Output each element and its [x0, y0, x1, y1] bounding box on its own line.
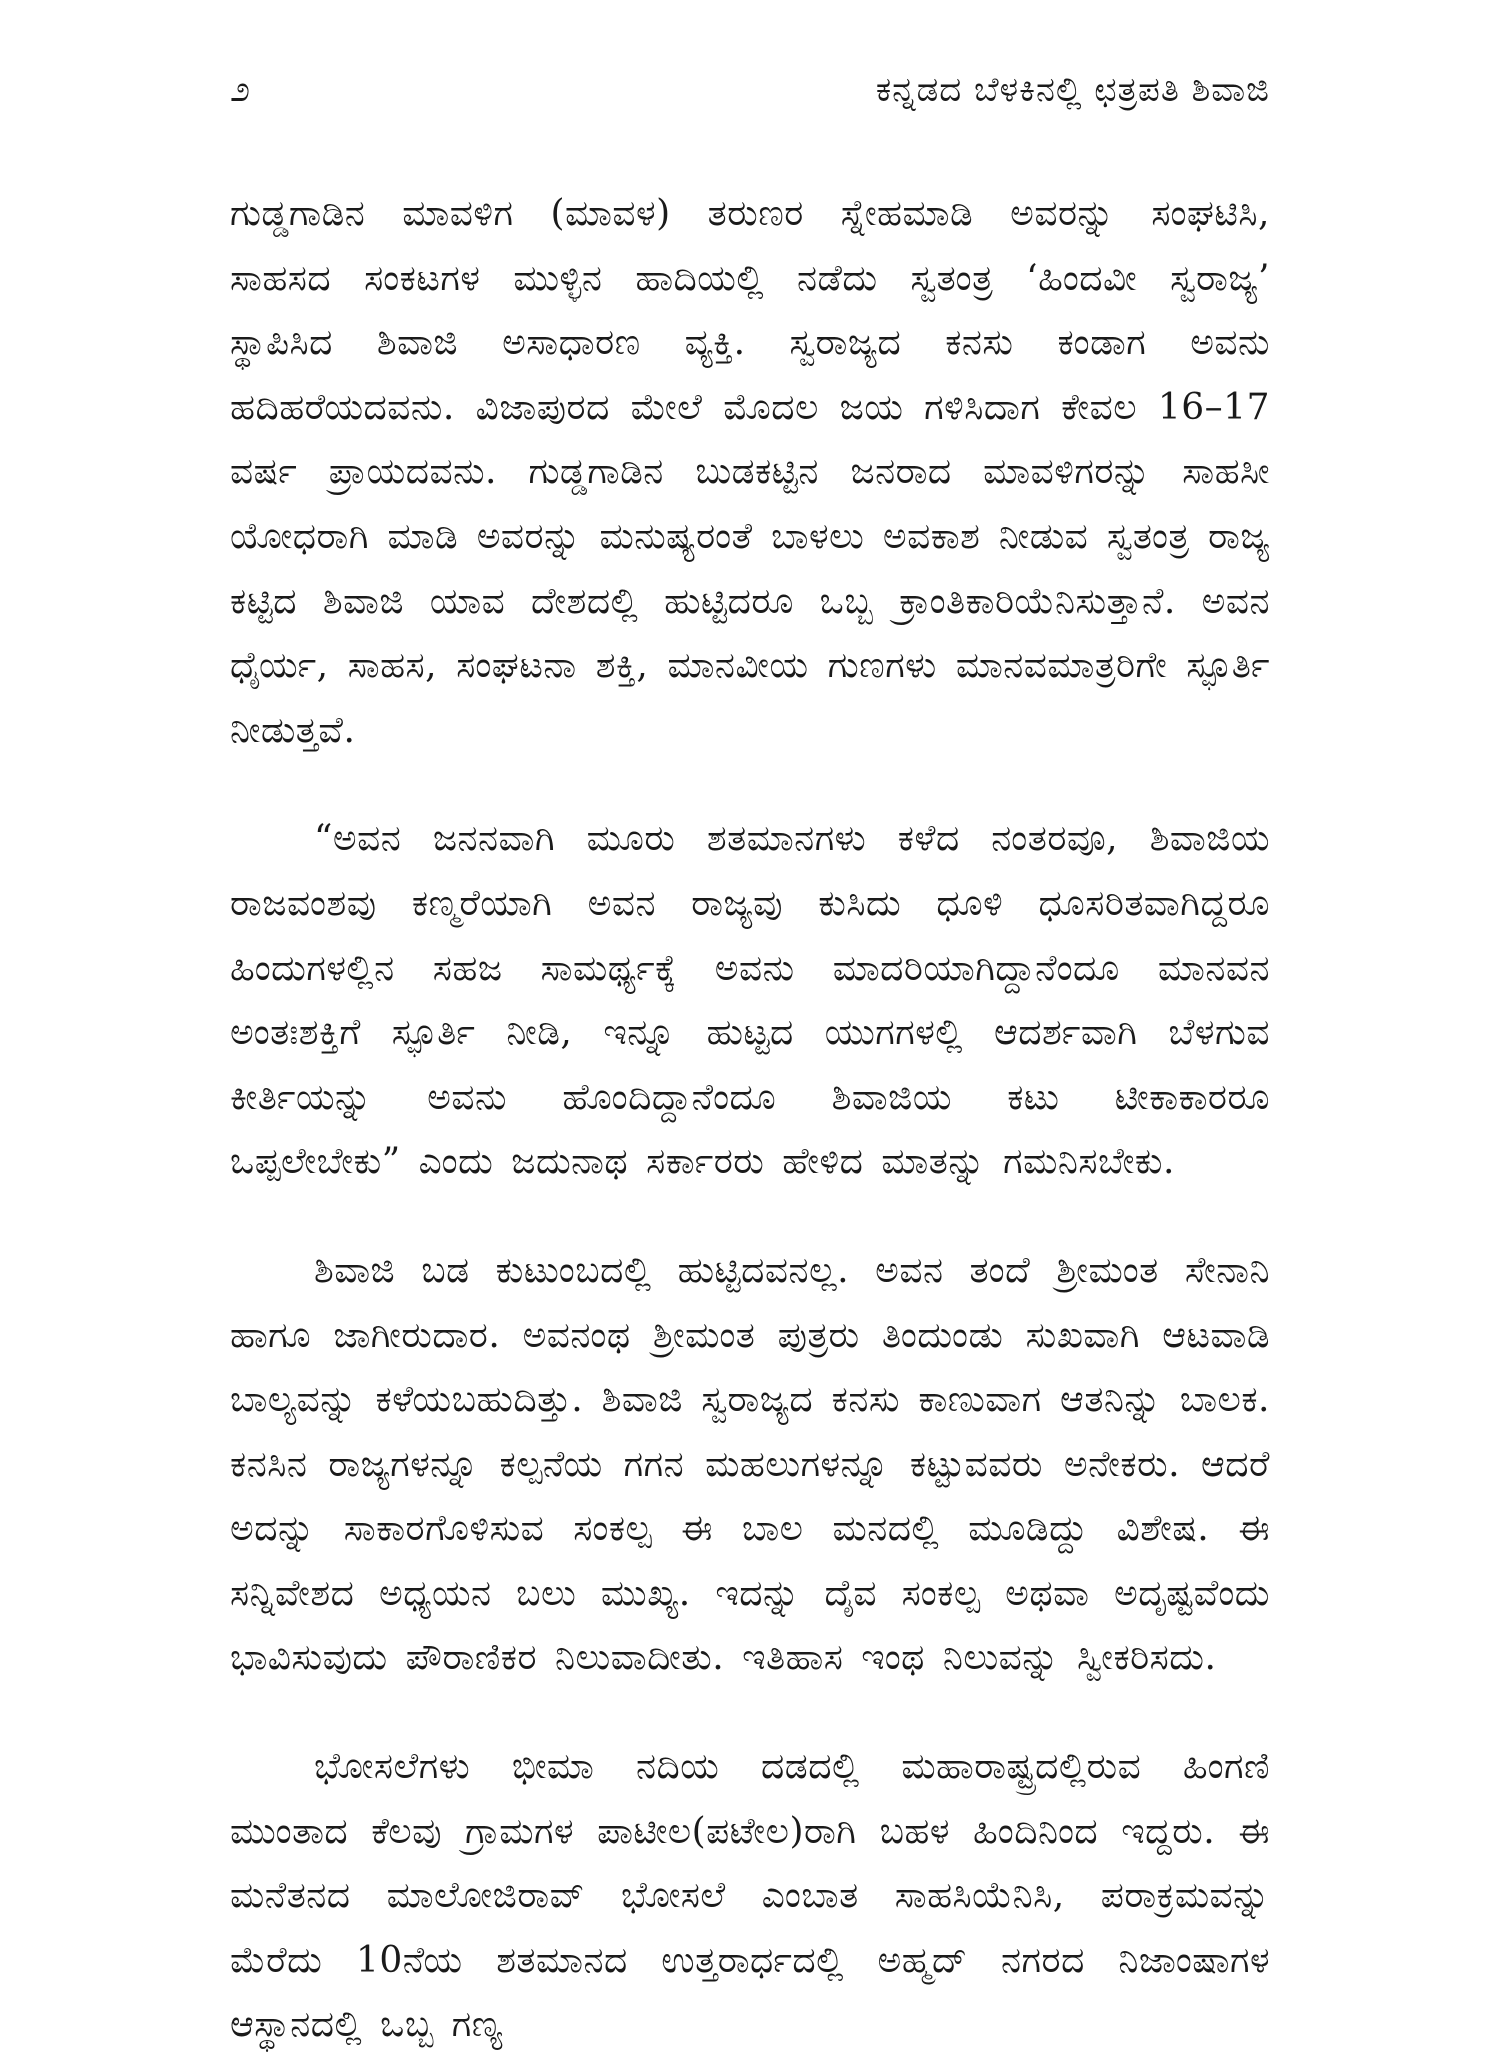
page-body	[230, 182, 1270, 2058]
paragraph: “ಅವನ ಜನನವಾಗಿ ಮೂರು ಶತಮಾನಗಳು ಕಳೆದ ನಂತರವೂ, ಶಿವಾಜಿಯ ರಾಜವಂಶವು ಕಣ್ಮರೆಯಾಗಿ ಅವನ ರಾಜ್ಯವು ಕುಸಿದು ಧೂಳಿ ಧೂಸರಿತವಾಗಿದ್ದರೂ ಹಿಂದುಗಳಲ್ಲಿನ ಸಹಜ ಸಾಮರ್ಥ್ಯಕ್ಕೆ ಅವನು ಮಾದರಿಯಾಗಿದ್ದಾನೆಂದೂ ಮಾನವನ ಅಂತಃಶಕ್ತಿಗೆ ಸ್ಫೂರ್ತಿ ನೀಡಿ, ಇನ್ನೂ ಹುಟ್ಟದ ಯುಗಗಳಲ್ಲಿ ಆದರ್ಶವಾಗಿ ಬೆಳಗುವ ಕೀರ್ತಿಯನ್ನು ಅವನು ಹೊಂದಿದ್ದಾನೆಂದೂ ಶಿವಾಜಿಯ ಕಟು ಟೀಕಾಕಾರರೂ ಒಪ್ಪಲೇಬೇಕು” ಎಂದು ಜದುನಾಥ ಸರ್ಕಾರರು ಹೇಳಿದ ಮಾತನ್ನು ಗಮನಿಸಬೇಕು.	[230, 818, 1270, 1183]
page-header	[230, 60, 1270, 120]
running-title: ಕನ್ನಡದ ಬೆಳಕಿನಲ್ಲಿ ಛತ್ರಪತಿ ಶಿವಾಜಿ	[875, 70, 1270, 110]
paragraph: ಗುಡ್ಡಗಾಡಿನ ಮಾವಳಿಗ (ಮಾವಳ) ತರುಣರ ಸ್ನೇಹಮಾಡಿ ಅವರನ್ನು ಸಂಘಟಿಸಿ, ಸಾಹಸದ ಸಂಕಟಗಳ ಮುಳ್ಳಿನ ಹಾದಿಯಲ್ಲಿ ನಡೆದು ಸ್ವತಂತ್ರ ‘ಹಿಂದವೀ ಸ್ವರಾಜ್ಯ’ ಸ್ಥಾಪಿಸಿದ ಶಿವಾಜಿ ಅಸಾಧಾರಣ ವ್ಯಕ್ತಿ. ಸ್ವರಾಜ್ಯದ ಕನಸು ಕಂಡಾಗ ಅವನು ಹದಿಹರೆಯದವನು. ವಿಜಾಪುರದ ಮೇಲೆ ಮೊದಲ ಜಯ ಗಳಿಸಿದಾಗ ಕೇವಲ 16–17 ವರ್ಷ ಪ್ರಾಯದವನು. ಗುಡ್ಡಗಾಡಿನ ಬುಡಕಟ್ಟಿನ ಜನರಾದ ಮಾವಳಿಗರನ್ನು ಸಾಹಸೀ ಯೋಧರಾಗಿ ಮಾಡಿ ಅವರನ್ನು ಮನುಷ್ಯರಂತೆ ಬಾಳಲು ಅವಕಾಶ ನೀಡುವ ಸ್ವತಂತ್ರ ರಾಜ್ಯ ಕಟ್ಟಿದ ಶಿವಾಜಿ ಯಾವ ದೇಶದಲ್ಲಿ ಹುಟ್ಟಿದರೂ ಒಬ್ಬ ಕ್ರಾಂತಿಕಾರಿಯೆನಿಸುತ್ತಾನೆ. ಅವನ ಧೈರ್ಯ, ಸಾಹಸ, ಸಂಘಟನಾ ಶಕ್ತಿ, ಮಾನವೀಯ ಗುಣಗಳು ಮಾನವಮಾತ್ರರಿಗೇ ಸ್ಫೂರ್ತಿ ನೀಡುತ್ತವೆ.	[230, 193, 1270, 751]
page-number: ೨	[230, 69, 251, 110]
book-page	[230, 60, 1270, 2046]
paragraph: ಭೋಸಲೆಗಳು ಭೀಮಾ ನದಿಯ ದಡದಲ್ಲಿ ಮಹಾರಾಷ್ಟ್ರದಲ್ಲಿರುವ ಹಿಂಗಣಿ ಮುಂತಾದ ಕೆಲವು ಗ್ರಾಮಗಳ ಪಾಟೀಲ(ಪಟೇಲ)ರಾಗಿ ಬಹಳ ಹಿಂದಿನಿಂದ ಇದ್ದರು. ಈ ಮನೆತನದ ಮಾಲೋಜಿರಾವ್ ಭೋಸಲೆ ಎಂಬಾತ ಸಾಹಸಿಯೆನಿಸಿ, ಪರಾಕ್ರಮವನ್ನು ಮೆರೆದು 10ನೆಯ ಶತಮಾನದ ಉತ್ತರಾರ್ಧದಲ್ಲಿ ಅಹ್ಮದ್ ನಗರದ ನಿಜಾಂಷಾಗಳ ಆಸ್ಥಾನದಲ್ಲಿ ಒಬ್ಬ ಗಣ್ಯ	[230, 1746, 1270, 2046]
paragraph: ಶಿವಾಜಿ ಬಡ ಕುಟುಂಬದಲ್ಲಿ ಹುಟ್ಟಿದವನಲ್ಲ. ಅವನ ತಂದೆ ಶ್ರೀಮಂತ ಸೇನಾನಿ ಹಾಗೂ ಜಾಗೀರುದಾರ. ಅವನಂಥ ಶ್ರೀಮಂತ ಪುತ್ರರು ತಿಂದುಂಡು ಸುಖವಾಗಿ ಆಟವಾಡಿ ಬಾಲ್ಯವನ್ನು ಕಳೆಯಬಹುದಿತ್ತು. ಶಿವಾಜಿ ಸ್ವರಾಜ್ಯದ ಕನಸು ಕಾಣುವಾಗ ಆತನಿನ್ನು ಬಾಲಕ. ಕನಸಿನ ರಾಜ್ಯಗಳನ್ನೂ ಕಲ್ಪನೆಯ ಗಗನ ಮಹಲುಗಳನ್ನೂ ಕಟ್ಟುವವರು ಅನೇಕರು. ಆದರೆ ಅದನ್ನು ಸಾಕಾರಗೊಳಿಸುವ ಸಂಕಲ್ಪ ಈ ಬಾಲ ಮನದಲ್ಲಿ ಮೂಡಿದ್ದು ವಿಶೇಷ. ಈ ಸನ್ನಿವೇಶದ ಅಧ್ಯಯನ ಬಲು ಮುಖ್ಯ. ಇದನ್ನು ದೈವ ಸಂಕಲ್ಪ ಅಥವಾ ಅದೃಷ್ಟವೆಂದು ಭಾವಿಸುವುದು ಪೌರಾಣಿಕರ ನಿಲುವಾದೀತು. ಇತಿಹಾಸ ಇಂಥ ನಿಲುವನ್ನು ಸ್ವೀಕರಿಸದು.	[230, 1249, 1270, 1679]
